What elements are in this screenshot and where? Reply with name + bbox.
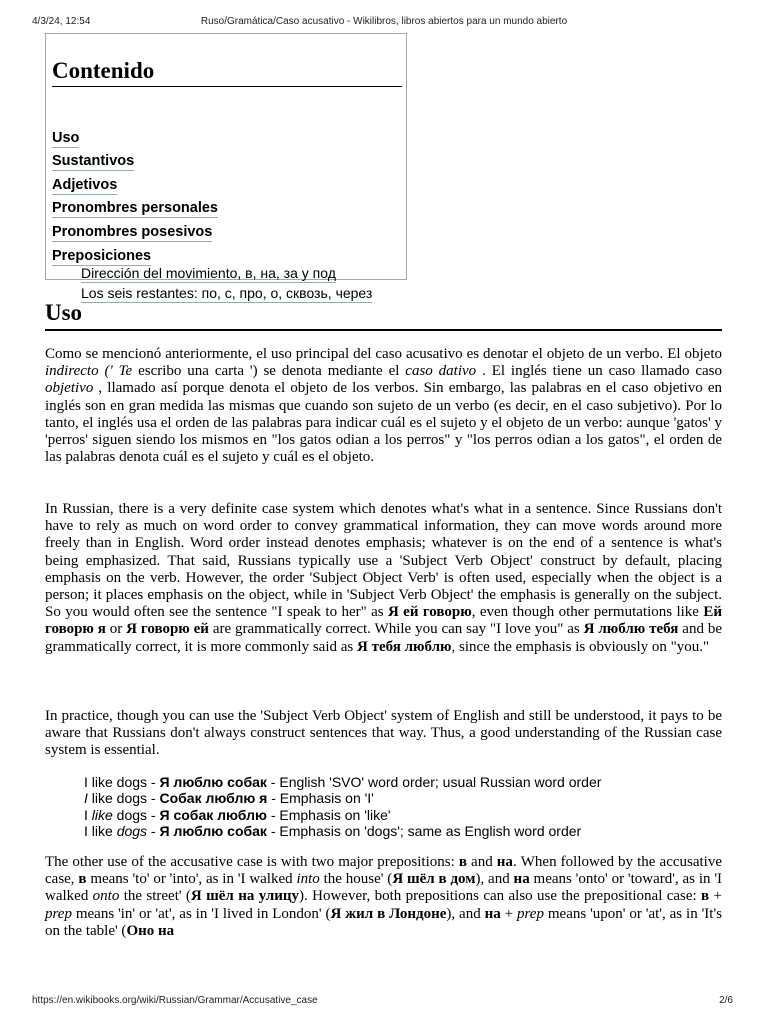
toc-link-sustantivos[interactable]: Sustantivos — [52, 153, 135, 169]
paragraph-2: In Russian, there is a very definite case system which denotes what's what in a sentence. Since Russians don't have to rely as much on word order to convey grammatical information, they can move words around more freely than in English. Word order instead denotes emphasis; whatever is on the end of a sentence is what's being emphasized. That said, Russians typically use a 'Subject Verb Object' construct by default, placing emphasis on the verb. However, the order 'Subject Object Verb' is often used, especially when the object is a person; it places emphasis on the object, while in 'Subject Verb Object' the emphasis is generally on the subject. So you would often see the sentence "I speak to her" as Я ей говорю, even though other permutations like Ей говорю я or Я говорю ей are grammatically correct. While you can say "I love you" as Я люблю тебя and be grammatically correct, it is more commonly said as Я тебя люблю, since the emphasis is obviously on "you." — [45, 501, 723, 655]
toc-link-pronombres-personales[interactable]: Pronombres personales — [52, 200, 218, 216]
table-of-contents — [45, 33, 407, 301]
list-item: I like dogs - Я люблю собак - English 'SVO' word order; usual Russian word order — [84, 774, 602, 790]
paragraph-3: In practice, though you can use the 'Subject Verb Object' system of English and still be understood, it pays to be aware that Russians don't always construct sentences that way. Thus, a good understanding of the Russian case system is essential. — [45, 708, 722, 759]
paragraph-1: Como se mencionó anteriormente, el uso principal del caso acusativo es denotar el objeto de un verbo. El objeto indirecto (' Te escribo una carta ') se denota mediante el caso dativo . El inglés tiene un caso llamado caso objetivo , llamado así porque denota el objeto de los verbos. Sin embargo, las palabras en el caso objetivo en inglés son en gran medida las mismas que cuando son sujeto de un verbo (es decir, en el caso subjetivo). Por lo tanto, el inglés usa el orden de las palabras para indicar cuál es el sujeto y el objeto de un verbo: aunque 'gatos' y 'perros' siguen siendo los mismos en "los gatos odian a los perros" y "los perros odian a los gatos", el orden de las palabras denota cuál es el sujeto y cuál es el objeto. — [45, 346, 722, 466]
paragraph-4: The other use of the accusative case is with two major prepositions: в and на. When followed by the accusative case, в means 'to' or 'into', as in 'I walked into the house' (Я шёл в дом), and на means 'onto' or 'toward', as in 'I walked onto the street' (Я шёл на улицу). However, both prepositions can also use the prepositional case: в + prep means 'in' or 'at', as in 'I lived in London' (Я жил в Лондоне), and на + prep means 'upon' or 'at', as in 'It's on the table' (Оно на — [45, 854, 723, 939]
toc-sublink-direccion[interactable]: Dirección del movimiento, в, на, за у под — [81, 265, 336, 281]
toc-heading: Contenido — [52, 58, 402, 87]
toc-link-adjetivos[interactable]: Adjetivos — [52, 177, 118, 193]
toc-link-pronombres-posesivos[interactable]: Pronombres posesivos — [52, 224, 213, 240]
toc-link-preposiciones[interactable]: Preposiciones — [52, 248, 152, 264]
list-item: I like dogs - Я люблю собак - Emphasis on 'dogs'; same as English word order — [84, 823, 582, 840]
print-footer — [32, 995, 736, 1006]
list-item: I like dogs - Я собак люблю - Emphasis on 'like' — [84, 806, 391, 823]
print-datetime: 4/3/24, 12:54 — [32, 16, 91, 27]
toc-link-uso[interactable]: Uso — [52, 130, 80, 146]
page-number: 2/6 — [719, 995, 733, 1006]
section-heading-uso: Uso — [45, 300, 722, 331]
example-list — [84, 774, 724, 840]
print-url: https://en.wikibooks.org/wiki/Russian/Grammar/Accusative_case — [32, 995, 318, 1006]
list-item: I like dogs - Собак люблю я - Emphasis on 'I' — [84, 790, 374, 807]
print-page-title: Ruso/Gramática/Caso acusativo - Wikilibros, libros abiertos para un mundo abierto — [200, 16, 568, 27]
toc-sublink-seis-restantes[interactable]: Los seis restantes: по, с, про, о, сквозь, через — [81, 285, 373, 301]
